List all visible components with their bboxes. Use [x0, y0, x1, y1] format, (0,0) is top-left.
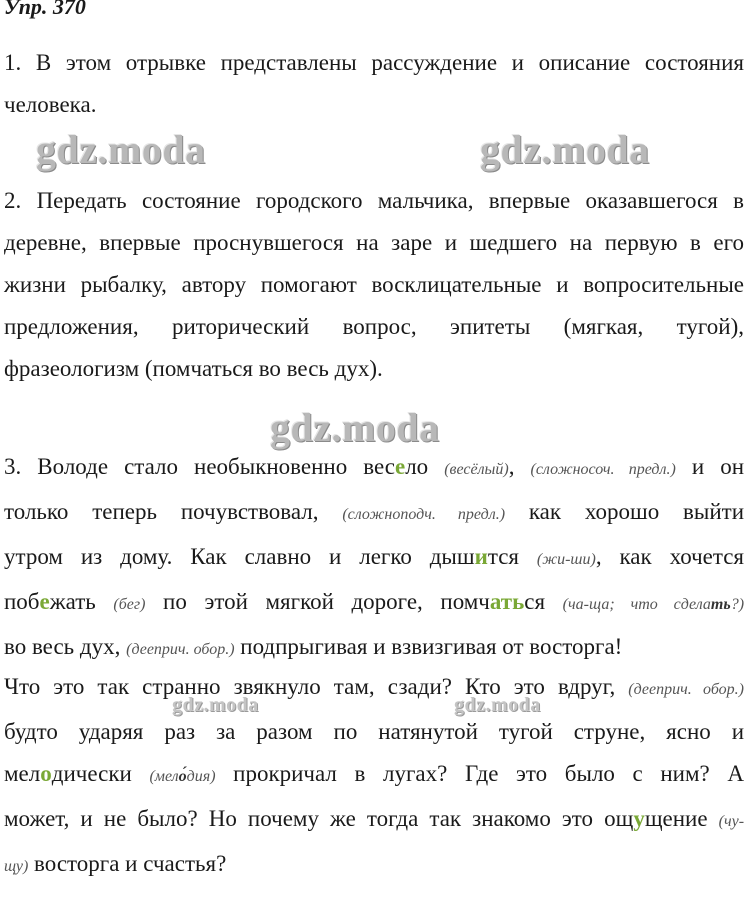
grammar-note: щу): [4, 858, 29, 875]
p3-line-2: только теперь почувствовал, (сложноподч. предл.) как хорошо выйти: [4, 499, 745, 524]
watermark-logo-center: gdz.moda: [270, 405, 440, 450]
p4-line-5: щу) восторга и счастья?: [4, 851, 227, 876]
watermark-logo-left: gdz.moda: [36, 127, 206, 172]
exercise-title: Упр. 370: [4, 0, 86, 19]
p2-line-5: фразеологизм (помчаться во весь дух).: [4, 356, 383, 381]
p1-line-2: человека.: [4, 92, 97, 117]
p3-line-5: во весь дух, (дееприч. обор.) подпрыгивая и взвизгивая от восторга!: [4, 634, 623, 659]
watermark-logo-small-left: gdz.moda: [172, 694, 259, 716]
p1-line-1: 1. В этом отрывке представлены рассуждение и описание состояния: [4, 50, 744, 75]
watermark-logo-right: gdz.moda: [480, 127, 650, 172]
grammar-note: (бег): [113, 596, 146, 613]
p2-line-1: 2. Передать состояние городского мальчика, впервые оказавшегося в: [4, 188, 744, 213]
grammar-note: (дееприч. обор.): [126, 641, 235, 658]
grammar-note: (чу-: [718, 813, 745, 830]
watermark-logo-small-right: gdz.moda: [454, 694, 541, 716]
grammar-note: (мело́дия): [149, 768, 216, 785]
p4-line-3: мелодически (мело́дия) прокричал в лугах? Где это было с ним? А: [4, 761, 744, 786]
grammar-note: (весёлый): [444, 461, 509, 478]
p2-line-4: предложения, риторический вопрос, эпитеты (мягкая, тугой),: [4, 314, 744, 339]
p4-line-2: будто ударяя раз за разом по натянутой тугой струне, ясно и: [4, 719, 744, 744]
p3-line-1: 3. Володе стало необыкновенно весело (весёлый), (сложносоч. предл.) и он: [4, 454, 745, 479]
p3-line-4: побежать (бег) по этой мягкой дороге, помчаться (ча-ща; что сделать?): [4, 589, 745, 614]
p3-line-3: утром из дому. Как славно и легко дышится (жи-ши), как хочется: [4, 544, 744, 569]
p4-line-4: может, и не было? Но почему же тогда так знакомо это ощущение (чу-: [4, 806, 745, 831]
paragraph-1: [4, 42, 744, 126]
p2-line-2: деревне, впервые проснувшегося на заре и шедшего на первую в его: [4, 230, 744, 255]
grammar-note: (сложносоч. предл.): [530, 461, 676, 478]
grammar-note: (сложноподч. предл.): [342, 506, 506, 523]
paragraph-3: [4, 446, 744, 671]
grammar-note: (жи-ши): [536, 551, 596, 568]
p2-line-3: жизни рыбалку, автору помогают восклицательные и вопросительные: [4, 272, 744, 297]
grammar-note: (дееприч. обор.): [628, 681, 744, 698]
p4-line-1: Что это так странно звякнуло там, сзади? Кто это вдруг, (дееприч. обор.): [4, 674, 744, 699]
paragraph-4: [4, 666, 744, 888]
grammar-note: (ча-ща; что сделать?): [562, 596, 745, 613]
paragraph-2: [4, 180, 744, 390]
